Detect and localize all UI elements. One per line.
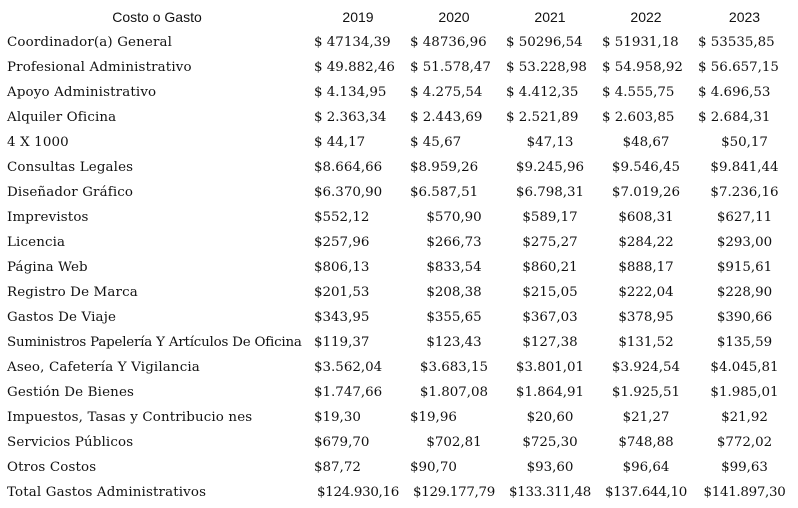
table-row: [0, 255, 798, 280]
value-2020: $19,96: [410, 410, 457, 425]
value-2020: $129.177,79: [413, 485, 495, 500]
row-label: Coordinador(a) General: [7, 35, 173, 50]
value-2022: $ 54.958,92: [602, 60, 683, 75]
row-label: Registro De Marca: [7, 285, 138, 300]
value-2019: $8.664,66: [314, 160, 383, 175]
value-2021: $133.311,48: [509, 485, 591, 500]
value-2020: $ 48736,96: [410, 35, 487, 50]
header-year-2022: 2022: [630, 9, 662, 25]
row-label: 4 X 1000: [7, 135, 69, 150]
value-2021: $ 4.412,35: [506, 85, 579, 100]
table-row: [0, 430, 798, 455]
value-2023: $135,59: [716, 335, 773, 350]
value-2020: $355,65: [426, 310, 482, 325]
value-2022: $1.925,51: [611, 385, 681, 400]
value-2021: $215,05: [522, 285, 578, 300]
table-row: [0, 105, 798, 130]
value-2019: $ 44,17: [314, 135, 366, 150]
value-2020: $8.959,26: [410, 160, 479, 175]
table-row: [0, 180, 798, 205]
header-year-2020: 2020: [438, 9, 470, 25]
value-2019: $343,95: [314, 310, 370, 325]
value-2022: $96,64: [622, 460, 670, 475]
value-2020: $ 51.578,47: [410, 60, 491, 75]
value-2022: $131,52: [618, 335, 674, 350]
value-2022: $21,27: [622, 410, 670, 425]
table-header: [0, 5, 798, 30]
row-label: Otros Costos: [7, 460, 97, 475]
value-2021: $6.798,31: [515, 185, 585, 200]
value-2019: $6.370,90: [314, 185, 383, 200]
value-2023: $ 2.684,31: [698, 110, 771, 125]
value-2022: $284,22: [618, 235, 674, 250]
value-2022: $ 4.555,75: [602, 85, 675, 100]
table-row: [0, 280, 798, 305]
header-year-2021: 2021: [534, 9, 566, 25]
value-2021: $47,13: [526, 135, 574, 150]
table-row: [0, 130, 798, 155]
value-2020: $702,81: [426, 435, 482, 450]
value-2022: $ 2.603,85: [602, 110, 675, 125]
value-2021: $93,60: [526, 460, 574, 475]
value-2020: $266,73: [426, 235, 482, 250]
value-2022: $748,88: [618, 435, 674, 450]
value-2022: $378,95: [618, 310, 674, 325]
header-cost-label: Costo o Gasto: [112, 9, 202, 25]
value-2023: $99,63: [721, 460, 768, 475]
row-label: Impuestos, Tasas y Contribucio nes: [7, 410, 253, 425]
row-label: Aseo, Cafetería Y Vigilancia: [7, 360, 200, 375]
value-2020: $ 45,67: [410, 135, 462, 150]
value-2022: $48,67: [622, 135, 670, 150]
value-2020: $833,54: [426, 260, 482, 275]
value-2023: $ 53535,85: [698, 35, 775, 50]
value-2023: $50,17: [721, 135, 768, 150]
value-2023: $228,90: [716, 285, 773, 300]
value-2020: $208,38: [426, 285, 482, 300]
table-row: [0, 205, 798, 230]
value-2020: $1.807,08: [419, 385, 489, 400]
value-2023: $1.985,01: [710, 385, 779, 400]
value-2019: $552,12: [314, 210, 370, 225]
value-2021: $1.864,91: [515, 385, 585, 400]
table-row: [0, 330, 798, 355]
value-2019: $ 2.363,34: [314, 110, 387, 125]
value-2022: $888,17: [618, 260, 674, 275]
value-2023: $390,66: [716, 310, 773, 325]
value-2023: $915,61: [716, 260, 773, 275]
value-2020: $ 4.275,54: [410, 85, 483, 100]
row-label: Alquiler Oficina: [7, 110, 117, 125]
value-2023: $ 4.696,53: [698, 85, 771, 100]
value-2019: $1.747,66: [314, 385, 383, 400]
row-label: Diseñador Gráfico: [7, 185, 134, 200]
value-2022: $7.019,26: [611, 185, 681, 200]
value-2019: $87,72: [314, 460, 361, 475]
value-2022: $608,31: [618, 210, 674, 225]
value-2021: $589,17: [522, 210, 578, 225]
value-2020: $ 2.443,69: [410, 110, 483, 125]
value-2023: $772,02: [716, 435, 773, 450]
table-row: [0, 455, 798, 480]
value-2021: $ 53.228,98: [506, 60, 587, 75]
value-2020: $90,70: [410, 460, 457, 475]
value-2023: $293,00: [716, 235, 773, 250]
row-label: Gestión De Bienes: [7, 385, 135, 400]
value-2019: $806,13: [314, 260, 370, 275]
value-2020: $570,90: [426, 210, 482, 225]
value-2021: $20,60: [526, 410, 574, 425]
value-2022: $137.644,10: [605, 485, 687, 500]
header-year-2023: 2023: [728, 9, 761, 25]
row-label: Apoyo Administrativo: [7, 85, 157, 100]
value-2021: $3.801,01: [515, 360, 585, 375]
table-row: [0, 305, 798, 330]
row-label: Imprevistos: [7, 210, 89, 225]
table-row-total: [0, 480, 798, 505]
row-label: Profesional Administrativo: [7, 60, 192, 75]
value-2019: $679,70: [314, 435, 370, 450]
table-row: [0, 155, 798, 180]
value-2021: $127,38: [522, 335, 578, 350]
value-2020: $6.587,51: [410, 185, 479, 200]
value-2023: $9.841,44: [710, 160, 779, 175]
value-2023: $4.045,81: [710, 360, 779, 375]
value-2019: $124.930,16: [317, 485, 399, 500]
value-2019: $119,37: [314, 335, 370, 350]
value-2021: $ 50296,54: [506, 35, 583, 50]
table-row: [0, 55, 798, 80]
value-2023: $ 56.657,15: [698, 60, 779, 75]
row-label: Servicios Públicos: [7, 435, 134, 450]
value-2023: $141.897,30: [703, 485, 786, 500]
value-2019: $257,96: [314, 235, 370, 250]
row-label: Página Web: [7, 260, 88, 275]
value-2021: $860,21: [522, 260, 578, 275]
value-2021: $9.245,96: [515, 160, 585, 175]
value-2023: $7.236,16: [710, 185, 779, 200]
value-2020: $123,43: [426, 335, 482, 350]
value-2021: $ 2.521,89: [506, 110, 579, 125]
row-label: Consultas Legales: [7, 160, 134, 175]
row-label: Suministros Papelería Y Artículos De Oficina: [7, 335, 302, 350]
value-2021: $367,03: [522, 310, 578, 325]
value-2022: $ 51931,18: [602, 35, 679, 50]
value-2021: $275,27: [522, 235, 578, 250]
value-2019: $19,30: [314, 410, 361, 425]
value-2019: $ 47134,39: [314, 35, 391, 50]
value-2022: $9.546,45: [611, 160, 681, 175]
value-2019: $201,53: [314, 285, 370, 300]
row-label: Licencia: [7, 235, 66, 250]
value-2019: $ 49.882,46: [314, 60, 395, 75]
value-2020: $3.683,15: [419, 360, 489, 375]
value-2019: $ 4.134,95: [314, 85, 387, 100]
table-row: [0, 355, 798, 380]
table-row: [0, 230, 798, 255]
table-row: [0, 405, 798, 430]
row-label: Total Gastos Administrativos: [7, 485, 207, 500]
value-2022: $222,04: [618, 285, 674, 300]
value-2019: $3.562,04: [314, 360, 383, 375]
value-2023: $21,92: [721, 410, 768, 425]
value-2021: $725,30: [522, 435, 578, 450]
table-row: [0, 30, 798, 55]
value-2023: $627,11: [716, 210, 773, 225]
value-2022: $3.924,54: [611, 360, 681, 375]
header-year-2019: 2019: [342, 9, 374, 25]
table-row: [0, 80, 798, 105]
table-row: [0, 380, 798, 405]
row-label: Gastos De Viaje: [7, 310, 117, 325]
